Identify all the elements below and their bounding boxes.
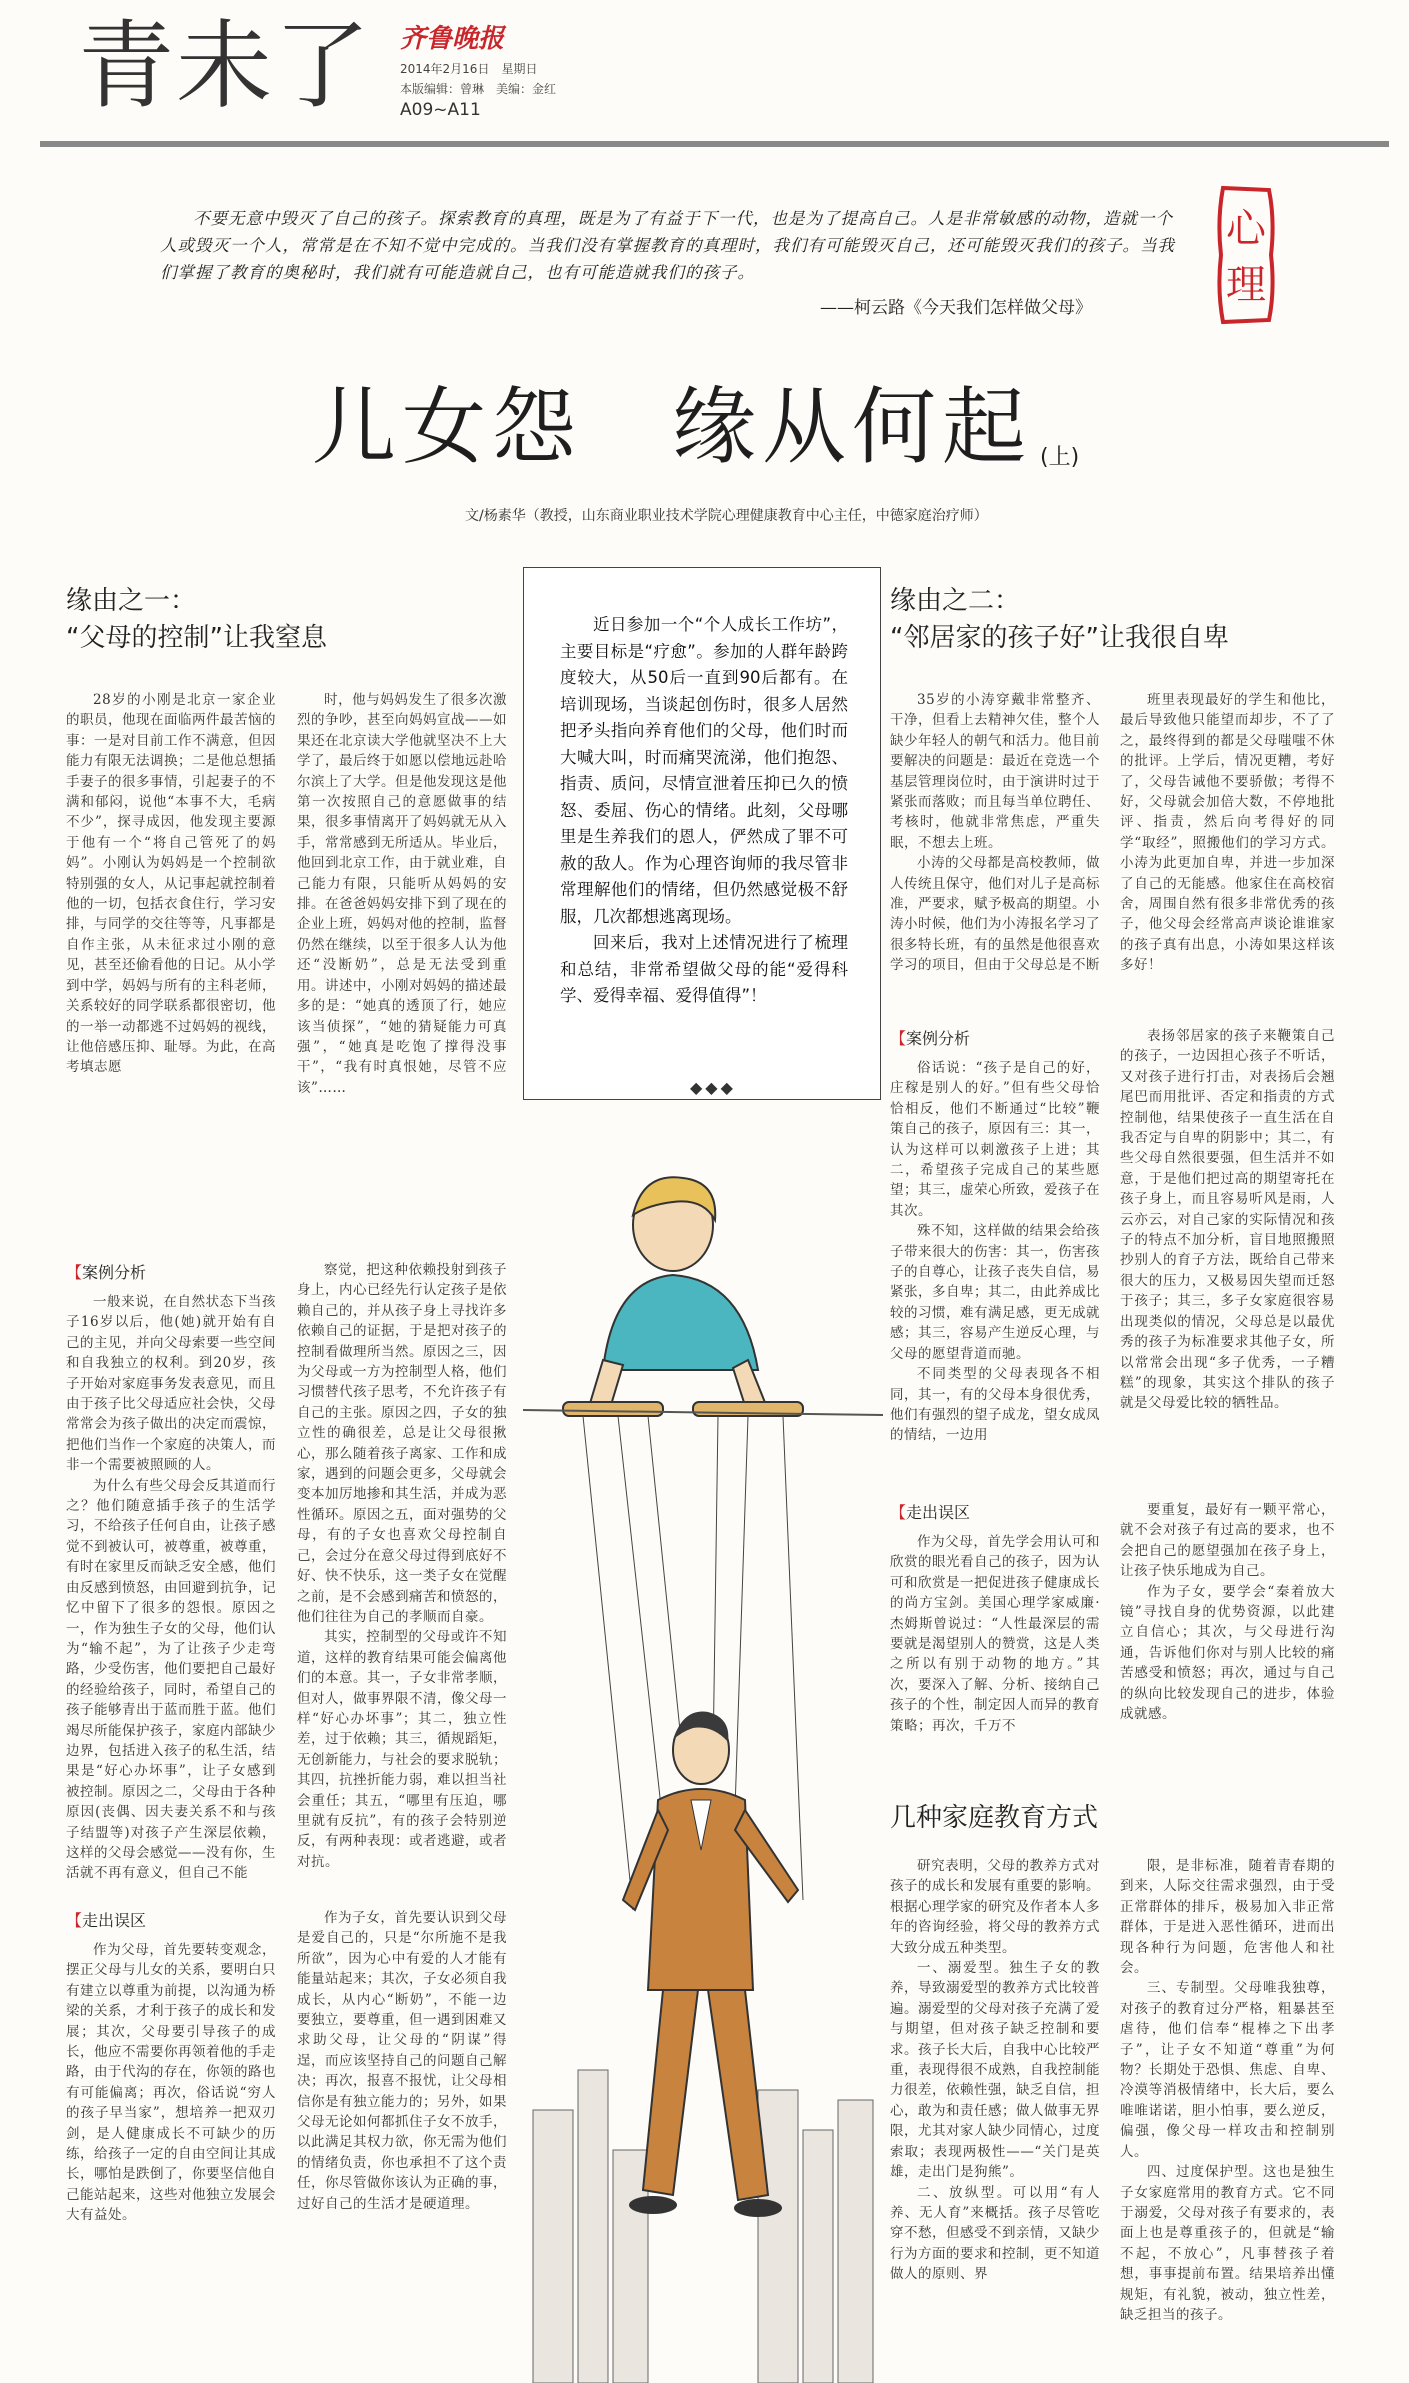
section2-kicker: 缘由之二： <box>890 586 1021 616</box>
quote-attribution: ——柯云路《今天我们怎样做父母》 <box>820 298 1092 318</box>
section1-col2: 时，他与妈妈发生了很多次激烈的争吵，甚至向妈妈宣战——如果还在北京读大学他就坚决不上大学了，最后终于如愿以偿地远赴哈尔滨上了大学。但是他发现这是他第一次按照自己的意愿做事的结果，很多事情离开了妈妈就无从入手，常常感到无所适从。毕业后，他回到北京工作，由于就业难，自己能力有限，只能听从妈妈的安排。在爸爸妈妈安排下到了现在的企业上班，妈妈对他的控制，监督仍然在继续，以至于很多人认为他还“没断奶”，总是无法受到重用。讲述中，小刚对妈妈的描述最多的是：“她真的透顶了行，她应该当侦探”，“她的猜疑能力可真强”，“她真是吃饱了撑得没事干”，“我有时真恨她，尽管不应该”…… <box>297 692 507 1096</box>
arrow-ornament: ◆◆◆ <box>690 1078 736 1097</box>
editor-note-text: 近日参加一个“个人成长工作坊”，主要目标是“疗愈”。参加的人群年龄跨度较大，从50后一直到90后都有。在培训现场，当谈起创伤时，很多人居然把矛头指向养育他们的父母，他们时而大喊大叫，时而痛哭流涕，他们抱怨、指责、质问，尽情宣泄着压抑已久的愤怒、委屈、伤心的情绪。此刻，父母哪里是生养我们的恩人，俨然成了罪不可赦的敌人。作为心理咨询师的我尽管非常理解他们的情绪，但仍然感觉极不舒服，几次都想逃离现场。 回来后，我对上述情况进行了梳理和总结，非常希望做父母的能“爱得科学、爱得幸福、爱得值得”！ <box>560 615 848 1005</box>
section1-out-col2: 作为子女，首先要认识到父母是爱自己的，只是“尔所施不是我所欲”，因为心中有爱的人才能有能量站起来；其次，子女必须自我成长，从内心“断奶”，不能一边要独立，要尊重，但一遇到困难又求助父母，让父母的“阴谋”得逞，而应该坚持自己的问题自己解决；再次，报喜不报忧，让父母相信你是有独立能力的；另外，如果父母无论如何都抓住子女不放手，以此满足其权力欲，你无需为他们的情绪负责，你也承担不了这个责任，你尽管做你该认为正确的事，过好自己的生活才是硬道理。 <box>297 1910 507 2212</box>
header-rule <box>40 141 1389 147</box>
section1-case-col2: 察觉，把这种依赖投射到孩子身上，内心已经先行认定孩子是依赖自己的，并从孩子身上寻找许多依赖自己的证据，于是把对孩子的控制看做理所当然。原因之三，因为父母或一方为控制型人格，他们习惯替代孩子思考，不允许孩子有自己的主张。原因之四，子女的独立性的确很差，总是让父母很揪心，那么随着孩子离家、工作和成家，遇到的问题会更多，父母就会变本加厉地掺和其生活，并成为恶性循环。原因之五，面对强势的父母，有的子女也喜欢父母控制自己，会过分在意父母过得到底好不好、快不快乐，这一类子女在觉醒之前，是不会感到痛苦和愤怒的，他们往往为自己的孝顺而自豪。 其实，控制型的父母或许不知道，这样的教育结果可能会偏离他们的本意。其一，子女非常孝顺，但对人，做事界限不清，像父母一样“好心办坏事”；其二，独立性差，过于依赖；其三，循规蹈矩，无创新能力，与社会的要求脱轨；其四，抗挫折能力弱，难以担当社会重任；其五，“哪里有压迫，哪里就有反抗”，有的孩子会特别逆反，有两种表现：或者逃避，或者对抗。 <box>297 1262 507 1870</box>
newspaper-logo: 齐鲁晚报 <box>400 24 505 54</box>
section1-case-col1: 一般来说，在自然状态下当孩子16岁以后，他(她)就开始有自己的主见，并向父母索要一些空间和自我独立的权利。到20岁，孩子开始对家庭事务发表意见，而且由于孩子比父母适应社会快，父母常常会为孩子做出的决定而震惊，把他们当作一个家庭的决策人，而非一个需要被照顾的人。 为什么有些父母会反其道而行之？他们随意插手孩子的生活学习，不给孩子任何自由，让孩子感觉不到被认可，被尊重，被尊重，有时在家里反而缺乏安全感，他们由反感到愤怒，由回避到抗争，记忆中留下了很多的怨恨。原因之一，作为独生子女的父母，他们认为“输不起”，为了让孩子少走弯路，少受伤害，他们要把自己最好的经验给孩子，同时，希望自己的孩子能够青出于蓝而胜于蓝。他们竭尽所能保护孩子，家庭内部缺少边界，包括进入孩子的私生活，结果是“好心办坏事”，让子女感到被控制。原因之二，父母由于各种原因(丧偶、因夫妻关系不和与孩子结盟等)对孩子产生深层依赖，这样的父母会感觉——没有你，生活就不再有意义，但自己不能 <box>66 1294 276 1882</box>
psychology-seal <box>1213 180 1279 330</box>
seal-char-2: 理 <box>1226 262 1266 308</box>
section2-case-col1: 俗话说：“孩子是自己的好，庄稼是别人的好。”但有些父母恰恰相反，他们不断通过“比较”鞭策自己的孩子，原因有三：其一，认为这样可以刺激孩子上进；其二，希望孩子完成自己的某些愿望；其三，虚荣心所致，爱孩子在其次。 殊不知，这样做的结果会给孩子带来很大的伤害：其一，伤害孩子的自尊心，让孩子丧失自信，易紧张，多自卑；其二，由此养成比较的习惯，难有满足感，更无成就感；其三，容易产生逆反心理，与父母的愿望背道而驰。 不同类型的父母表现各不相同，其一，有的父母本身很优秀，他们有强烈的望子成龙，望女成凤的情结，一边用 <box>890 1060 1100 1444</box>
myth-tag-1: 【走出误区 <box>66 1911 147 1930</box>
case-analysis-tag-1: 【案例分析 <box>66 1263 147 1282</box>
byline: 文/杨素华（教授，山东商业职业技术学院心理健康教育中心主任，中德家庭治疗师） <box>465 508 988 524</box>
section1-title: “父母的控制”让我窒息 <box>66 623 327 653</box>
section2-col1: 35岁的小涛穿戴非常整齐、干净，但看上去精神欠佳，整个人缺少年轻人的朝气和活力。他目前要解决的问题是：最近在竞选一个基层管理岗位时，由于演讲时过于紧张而落败；而且每当单位聘任、考核时，他就非常焦虑，严重失眠，不想去上班。 小涛的父母都是高校教师，做人传统且保守，他们对儿子是高标准，严要求，赋予极高的期望。小涛小时候，他们为小涛报名学习了很多特长班，有的虽然是他很喜欢学习的项目，但由于父母总是不断 <box>890 692 1100 974</box>
myth-tag-2: 【走出误区 <box>890 1503 971 1522</box>
case-analysis-tag-2: 【案例分析 <box>890 1029 971 1048</box>
issue-date: 2014年2月16日 星期日 <box>400 62 538 76</box>
section2-out-col1: 作为父母，首先学会用认可和欣赏的眼光看自己的孩子，因为认可和欣赏是一把促进孩子健康成长的尚方宝剑。美国心理学家威廉·杰姆斯曾说过：“人性最深层的需要就是渴望别人的赞赏，这是人类之所以有别于动物的地方。”其次，要深入了解、分析、接纳自己孩子的个性，制定因人而异的教育策略；再次，千万不 <box>890 1534 1100 1734</box>
section2-title: “邻居家的孩子好”让我很自卑 <box>890 623 1229 653</box>
intro-quote: 不要无意中毁灭了自己的孩子。探索教育的真理，既是为了有益于下一代，也是为了提高自己。人是非常敏感的动物，造就一个人或毁灭一个人，常常是在不知不觉中完成的。当我们没有掌握教育的真理时，我们有可能毁灭自己，还可能毁灭我们的孩子。当我们掌握了教育的奥秘时，我们就有可能造就自己，也有可能造就我们的孩子。 <box>160 209 1175 282</box>
section-title: 青未了 <box>78 10 372 122</box>
section3-col2: 限，是非标准，随着青春期的到来，人际交往需求强烈，由于受正常群体的排斥，极易加入非正常群体，于是进入恶性循环，进而出现各种行为问题，危害他人和社会。 三、专制型。父母唯我独尊，对孩子的教育过分严格，粗暴甚至虐待，他们信奉“棍棒之下出孝子”，让子女不知道“尊重”为何物？长期处于恐惧、焦虑、自卑、冷漠等消极情绪中，长大后，要么唯唯诺诺，胆小怕事，要么逆反，偏强，像父母一样攻击和控制别人。 四、过度保护型。这也是独生子女家庭常用的教育方式。它不同于溺爱，父母对孩子有要求的，表面上也是尊重孩子的，但就是“输不起，不放心”，凡事替孩子着想，事事提前布置。结果培养出懂规矩，有礼貌，被动，独立性差，缺乏担当的孩子。 <box>1120 1858 1335 2323</box>
headline-part: (上) <box>1040 445 1080 470</box>
seal-char-1: 心 <box>1226 206 1266 252</box>
section1-col1: 28岁的小刚是北京一家企业的职员，他现在面临两件最苦恼的事：一是对目前工作不满意，但因能力有限无法调换；二是他总想插手妻子的很多事情，引起妻子的不满和郁闷，说他“本事不大，毛病不少”，探寻成因，他发现主要源于他有一个“将自己管死了的妈妈”。小刚认为妈妈是一个控制欲特别强的女人，从记事起就控制着他的一切，包括衣食住行，学习安排，与同学的交往等等，凡事都是自作主张，从未征求过小刚的意见，甚至还偷看他的日记。从小学到中学，妈妈与所有的主科老师，关系较好的同学联系都很密切，他的一举一动都逃不过妈妈的视线，让他倍感压抑、耻辱。为此，在高考填志愿 <box>66 692 276 1076</box>
editor-credits: 本版编辑：曾琳 美编：金红 <box>400 82 557 96</box>
section1-out-col1: 作为父母，首先要转变观念，摆正父母与儿女的关系，要明白只有建立以尊重为前提，以沟通为桥梁的关系，才利于孩子的成长和发展；其次，父母要引导孩子的成长，他应不需要你再领着他的手走路，由于代沟的存在，你领的路也有可能偏离；再次，俗话说“穷人的孩子早当家”，想培养一把双刃剑，是人健康成长不可缺少的历练，给孩子一定的自由空间让其成长，哪怕是跌倒了，你要坚信他自己能站起来，这些对他独立发展会大有益处。 <box>66 1942 276 2224</box>
section3-col1: 研究表明，父母的教养方式对孩子的成长和发展有重要的影响。根据心理学家的研究及作者本人多年的咨询经验，将父母的教养方式大致分成五种类型。 一、溺爱型。独生子女的教养，导致溺爱型的教养方式比较普遍。溺爱型的父母对孩子充满了爱与期望，但对孩子缺乏控制和要求。孩子长大后，自我中心比较严重，表现得很不成熟，自我控制能力很差，依赖性强，缺乏自信，担心，敢为和责任感；做人做事无界限，尤其对家人缺少同情心，过度索取；表现两极性——“关门是英雄，走出门是狗熊”。 二、放纵型。可以用“有人养、无人育”来概括。孩子尽管吃穿不愁，但感受不到亲情，又缺少行为方面的要求和控制，更不知道做人的原则、界 <box>890 1858 1100 2283</box>
section2-case-col2: 表扬邻居家的孩子来鞭策自己的孩子，一边因担心孩子不听话，又对孩子进行打击，对表扬后会翘尾巴而用批评、否定和指责的方式控制他，结果使孩子一直生活在自我否定与自卑的阴影中；其二，有些父母自然很要强，但生活并不如意，于是他们把过高的期望寄托在孩子身上，而且容易听风是雨，人云亦云，对自己家的实际情况和孩子的特点不加分析，盲目地照搬照抄别人的育子方法，既给自己带来很大的压力，又极易因失望而迁怒于孩子；其三，多子女家庭很容易出现类似的情况，父母总是以最优秀的孩子为标准要求其他子女，所以常常会出现“多子优秀，一子糟糕”的现象，其实这个排队的孩子就是父母爱比较的牺牲品。 <box>1120 1028 1335 1412</box>
section3-title: 几种家庭教育方式 <box>890 1803 1099 1833</box>
page-range: A09~A11 <box>400 100 481 120</box>
puppet-illustration <box>523 1110 883 2383</box>
section2-col2: 班里表现最好的学生和他比，最后导致他只能望而却步，不了了之，最终得到的都是父母嗤嗤不休的批评。上学后，情况更糟，考好了，父母告诫他不要骄傲；考得不好，父母就会加倍大数，不停地批评、指责，然后向考得好的同学“取经”，照搬他们的学习方式。小涛为此更加自卑，并进一步加深了自己的无能感。他家住在高校宿舍，周围自然有很多非常优秀的孩子，他父母会经常高声谈论谁谁家的孩子真有出息，小涛如果这样该多好！ <box>1120 692 1335 974</box>
headline: 儿女怨 缘从何起 <box>312 378 1033 476</box>
control-bar-left <box>563 1402 663 1416</box>
section1-kicker: 缘由之一： <box>66 586 197 616</box>
city-skyline <box>533 2070 873 2383</box>
parent-figure <box>588 1177 768 1415</box>
section2-out-col2: 要重复，最好有一颗平常心，就不会对孩子有过高的要求，也不会把自己的愿望强加在孩子身上，让孩子快乐地成为自己。 作为子女，要学会“秦着放大镜”寻找自身的优势资源，以此建立自信心；其次，与父母进行沟通，告诉他们你对与别人比较的痛苦感受和愤怒；再次，通过与自己的纵向比较发现自己的进步，体验成就感。 <box>1120 1502 1335 1723</box>
